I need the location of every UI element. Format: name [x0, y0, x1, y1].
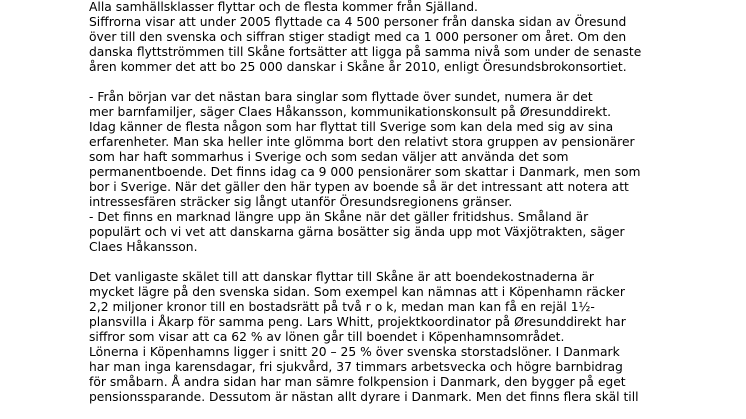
text-line: för småbarn. Å andra sidan har man sämre folkpension i Danmark, den bygger på eget	[89, 375, 626, 389]
paragraph-gap	[89, 75, 739, 90]
text-line: Idag känner de flesta någon som har flyttat till Sverige som kan dela med sig av sina	[89, 120, 614, 134]
text-line: Det vanligaste skälet till att danskar flyttar till Skåne är att boendekostnaderna är	[89, 270, 594, 284]
text-line: Alla samhällsklasser flyttar och de flesta kommer från Själland.	[89, 0, 478, 14]
text-line: - Det finns en marknad längre upp än Skåne när det gäller fritidshus. Småland är	[89, 210, 589, 224]
paragraph-gap	[89, 255, 739, 270]
text-line: mer barnfamiljer, säger Claes Håkansson, kommunikationskonsult på Øresunddirekt.	[89, 105, 612, 119]
text-line: intressesfären sträcker sig långt utanför Öresundsregionens gränser.	[89, 195, 513, 209]
text-line: Claes Håkansson.	[89, 240, 198, 254]
text-line: har man inga karensdagar, fri sjukvård, 37 timmars arbetsvecka och högre barnbidrag	[89, 360, 623, 374]
text-line: plansvilla i Åkarp för samma peng. Lars Whitt, projektkoordinator på Øresunddirekt har	[89, 315, 626, 329]
document-body	[89, 0, 739, 405]
text-line: pensionssparande. Dessutom är nästan allt dyrare i Danmark. Men det finns flera skäl till	[89, 390, 639, 404]
text-line: - Från början var det nästan bara singlar som flyttade över sundet, numera är det	[89, 90, 593, 104]
text-line: som har haft sommarhus i Sverige och som sedan väljer att använda det som	[89, 150, 569, 164]
paragraph-1	[89, 0, 739, 75]
text-line: 2,2 miljoner kronor till en bostadsrätt på två r o k, medan man kan få en rejäl 1½-	[89, 300, 595, 314]
text-line: erfarenheter. Man ska heller inte glömma bort den relativt stora gruppen av pensionärer	[89, 135, 635, 149]
text-line: Siffrorna visar att under 2005 flyttade ca 4 500 personer från danska sidan av Öresund	[89, 15, 627, 29]
text-line: danska flyttströmmen till Skåne fortsätter att ligga på samma nivå som under de senaste	[89, 45, 642, 59]
paragraph-3	[89, 270, 739, 405]
text-line: mycket lägre på den svenska sidan. Som exempel kan nämnas att i Köpenhamn räcker	[89, 285, 625, 299]
text-line: åren kommer det att bo 25 000 danskar i Skåne år 2010, enligt Öresundsbrokonsortiet.	[89, 60, 627, 74]
text-line: Lönerna i Köpenhamns ligger i snitt 20 – 25 % över svenska storstadslöner. I Danmark	[89, 345, 620, 359]
text-line: populärt och vi vet att danskarna gärna bosätter sig ända upp mot Växjötrakten, säger	[89, 225, 625, 239]
text-line: bor i Sverige. När det gäller den här typen av boende så är det intressant att notera att	[89, 180, 629, 194]
text-line: permanentboende. Det finns idag ca 9 000 pensionärer som skattar i Danmark, men som	[89, 165, 641, 179]
text-line: siffror som visar att ca 62 % av lönen går till boendet i Köpenhamnsområdet.	[89, 330, 565, 344]
text-line: över till den svenska och siffran stiger stadigt med ca 1 000 personer om året. Om den	[89, 30, 627, 44]
paragraph-2	[89, 90, 739, 255]
